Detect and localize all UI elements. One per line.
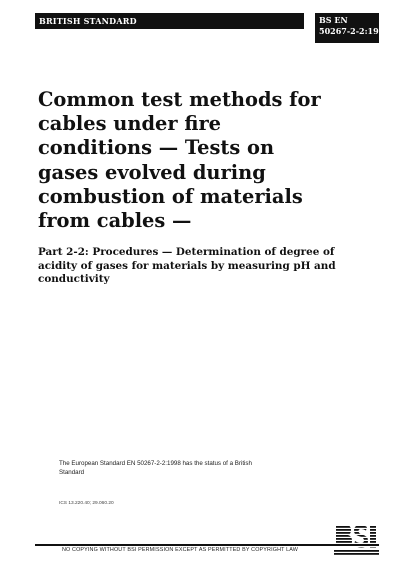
standard-label (35, 13, 304, 29)
document-title: Common test methods for cables under fire conditions — Tests on gases evolved during combustion of materials from cables — (38, 88, 321, 233)
ics-code: ICS 13.220.40; 29.060.20 (59, 501, 114, 506)
standard-code-line1: BS EN (319, 15, 348, 25)
standard-label-text: BRITISH STANDARD (39, 16, 137, 26)
status-statement: The European Standard EN 50267-2-2:1998 has the status of a British Standard (59, 460, 252, 476)
standard-code-line2: 50267-2-2:1999 (319, 26, 390, 36)
bsi-logo-icon (334, 517, 379, 557)
standard-code (315, 13, 390, 43)
document-subtitle: Part 2-2: Procedures — Determination of degree of acidity of gases for materials by measuring pH and conductivity (38, 246, 336, 286)
copyright-notice: NO COPYING WITHOUT BSI PERMISSION EXCEPT AS PERMITTED BY COPYRIGHT LAW (62, 547, 299, 553)
footer-rule (35, 544, 379, 546)
